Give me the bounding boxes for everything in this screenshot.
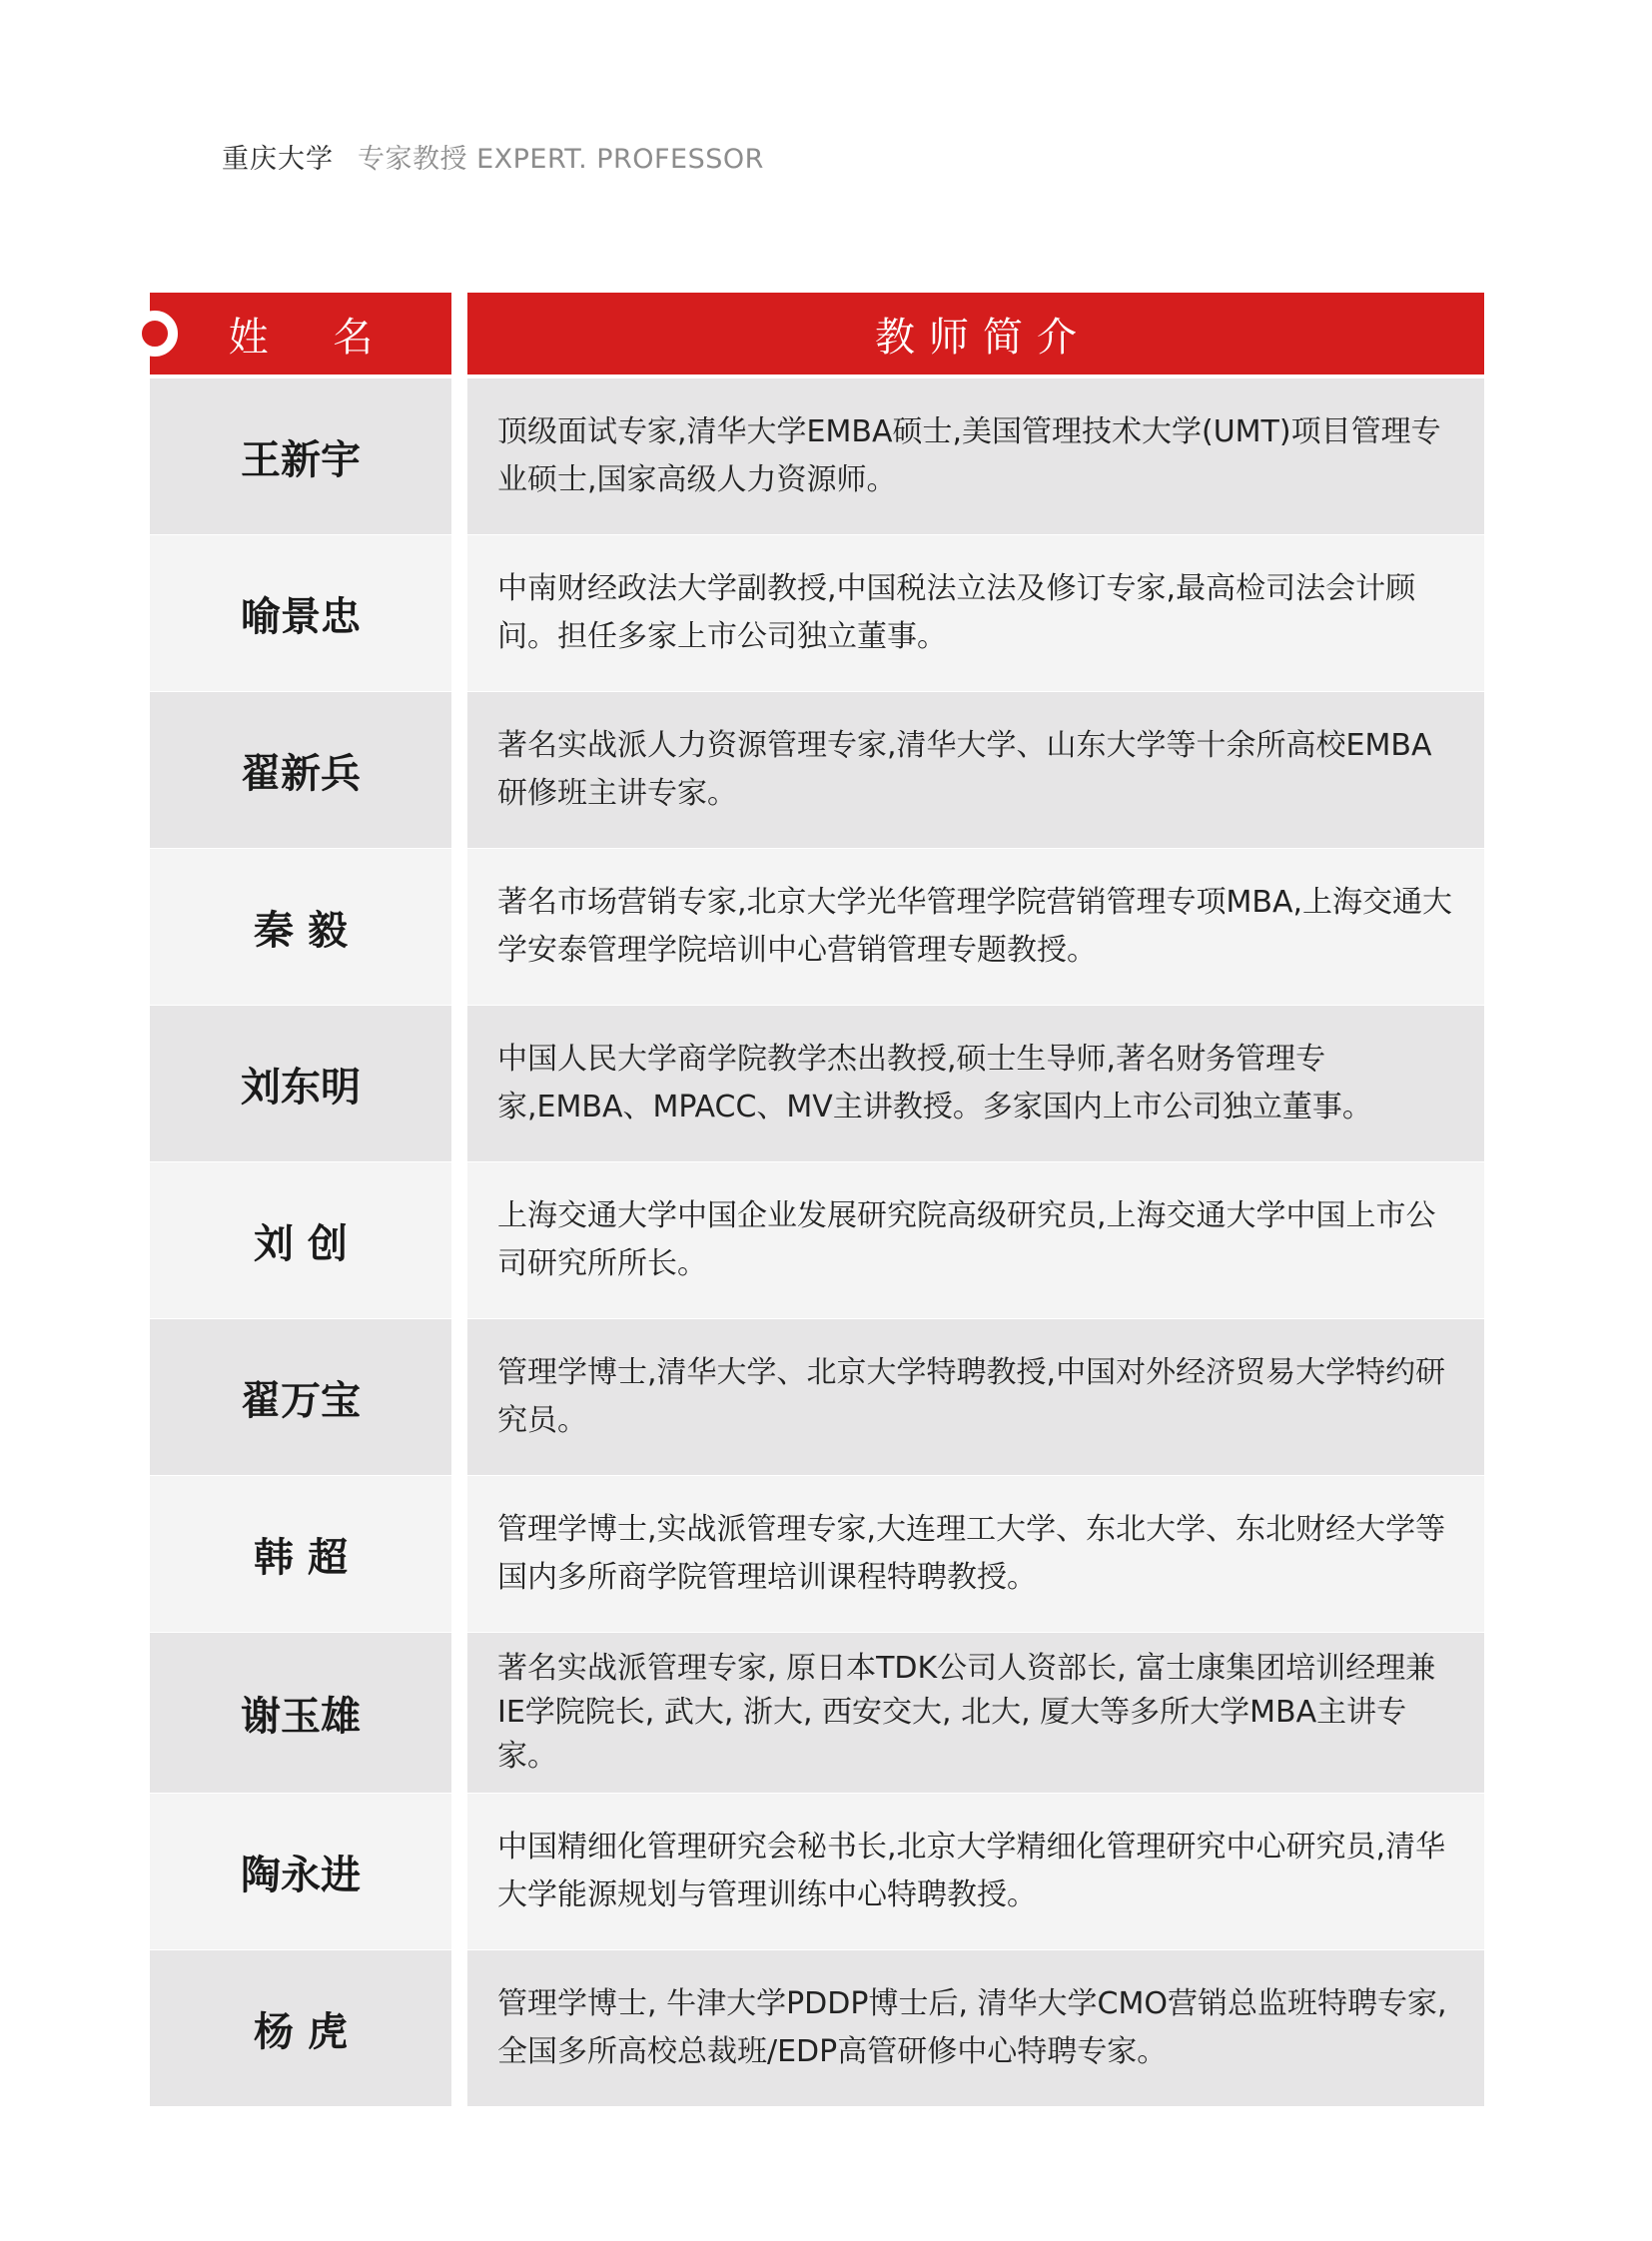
expert-intro: 中国精细化管理研究会秘书长,北京大学精细化管理研究中心研究员,清华大学能源规划与管理训练中心特聘教授。 — [467, 1794, 1484, 1949]
expert-name: 刘东明 — [150, 1006, 451, 1161]
school-name: 重庆大学 — [222, 143, 334, 175]
expert-intro: 顶级面试专家,清华大学EMBA硕士,美国管理技术大学(UMT)项目管理专业硕士,国家高级人力资源师。 — [467, 378, 1484, 534]
table-row — [150, 378, 1484, 534]
table-header — [150, 293, 1484, 374]
expert-intro: 著名实战派人力资源管理专家,清华大学、山东大学等十余所高校EMBA研修班主讲专家。 — [467, 692, 1484, 848]
header-dot-icon — [132, 311, 178, 357]
table-row — [150, 1006, 1484, 1161]
expert-name: 翟新兵 — [150, 692, 451, 848]
expert-name: 翟万宝 — [150, 1319, 451, 1475]
expert-intro: 中国人民大学商学院教学杰出教授,硕士生导师,著名财务管理专家,EMBA、MPACC、MV主讲教授。多家国内上市公司独立董事。 — [467, 1006, 1484, 1161]
header-intro-column: 教师简介 — [467, 293, 1484, 374]
table-row — [150, 849, 1484, 1005]
table-row — [150, 1319, 1484, 1475]
section-title: 专家教授 EXPERT. PROFESSOR — [358, 143, 764, 175]
table-row — [150, 1794, 1484, 1949]
expert-intro: 管理学博士,实战派管理专家,大连理工大学、东北大学、东北财经大学等国内多所商学院管理培训课程特聘教授。 — [467, 1476, 1484, 1632]
expert-intro: 著名市场营销专家,北京大学光华管理学院营销管理专项MBA,上海交通大学安泰管理学院培训中心营销管理专题教授。 — [467, 849, 1484, 1005]
expert-name: 秦 毅 — [150, 849, 451, 1005]
expert-intro: 上海交通大学中国企业发展研究院高级研究员,上海交通大学中国上市公司研究所所长。 — [467, 1162, 1484, 1318]
expert-intro: 中南财经政法大学副教授,中国税法立法及修订专家,最高检司法会计顾问。担任多家上市公司独立董事。 — [467, 535, 1484, 691]
expert-name: 韩 超 — [150, 1476, 451, 1632]
table-row — [150, 692, 1484, 848]
expert-intro: 著名实战派管理专家, 原日本TDK公司人资部长, 富士康集团培训经理兼IE学院院长, 武大, 浙大, 西安交大, 北大, 厦大等多所大学MBA主讲专家。 — [467, 1633, 1484, 1793]
table-row — [150, 1633, 1484, 1793]
expert-name: 王新宇 — [150, 378, 451, 534]
expert-table — [150, 293, 1484, 2106]
expert-intro: 管理学博士, 牛津大学PDDP博士后, 清华大学CMO营销总监班特聘专家, 全国多所高校总裁班/EDP高管研修中心特聘专家。 — [467, 1950, 1484, 2106]
table-row — [150, 1476, 1484, 1632]
expert-name: 陶永进 — [150, 1794, 451, 1949]
expert-name: 喻景忠 — [150, 535, 451, 691]
expert-name: 谢玉雄 — [150, 1633, 451, 1793]
expert-name: 杨 虎 — [150, 1950, 451, 2106]
table-row — [150, 1950, 1484, 2106]
table-row — [150, 1162, 1484, 1318]
expert-name: 刘 创 — [150, 1162, 451, 1318]
page-header — [222, 136, 764, 176]
expert-intro: 管理学博士,清华大学、北京大学特聘教授,中国对外经济贸易大学特约研究员。 — [467, 1319, 1484, 1475]
table-row — [150, 535, 1484, 691]
header-name-column: 姓 名 — [150, 293, 451, 374]
